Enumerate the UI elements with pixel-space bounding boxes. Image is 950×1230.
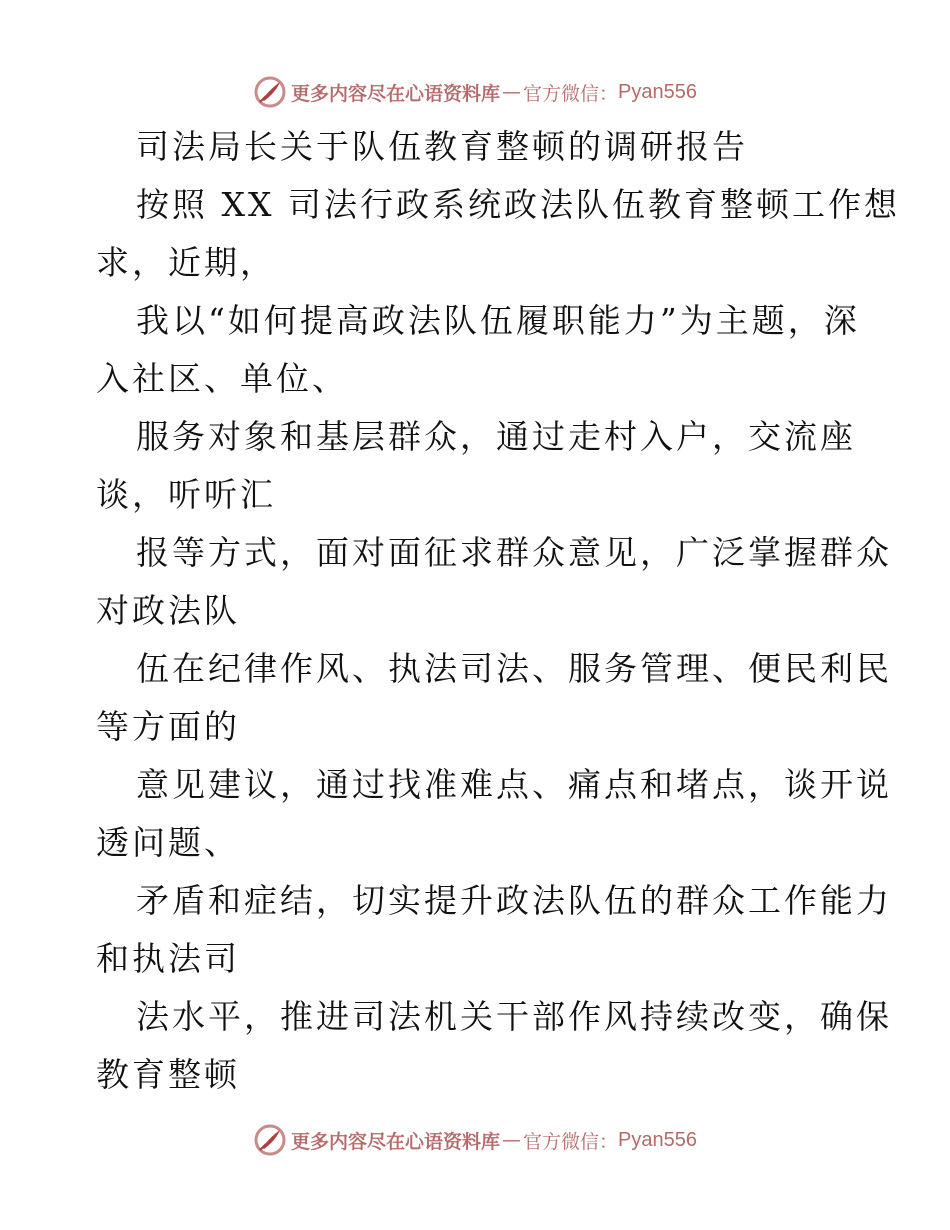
- text-line: 法水平，推进司法机关干部作风持续改变，确保: [136, 997, 892, 1036]
- text-line: 谈，听听汇: [96, 475, 276, 514]
- watermark-separator: —: [502, 1129, 522, 1151]
- text-line: 入社区、单位、: [96, 359, 348, 398]
- feather-logo-icon: [253, 75, 287, 109]
- text-line: 服务对象和基层群众，通过走村入户，交流座: [136, 417, 856, 456]
- feather-logo-icon: [253, 1123, 287, 1157]
- text-line: 等方面的: [96, 707, 240, 746]
- watermark-text: 更多内容尽在心语资料库: [291, 82, 501, 105]
- document-body: [96, 118, 900, 1104]
- text-line: 求，近期，: [96, 243, 276, 282]
- text-line: 和执法司: [96, 939, 240, 978]
- text-line: 我以“如何提高政法队伍履职能力”为主题，深: [136, 301, 860, 340]
- text-line: 教育整顿: [96, 1055, 240, 1094]
- text-line: 伍在纪律作风、执法司法、服务管理、便民利民: [136, 649, 892, 688]
- text-line: 透问题、: [96, 823, 240, 862]
- footer-watermark: [0, 1120, 950, 1160]
- text-line: 按照 XX 司法行政系统政法队伍教育整顿工作想: [136, 185, 900, 224]
- watermark-contact-id: Pyan556: [618, 1128, 697, 1151]
- text-line: 矛盾和症结，切实提升政法队伍的群众工作能力: [136, 881, 892, 920]
- watermark-contact-id: Pyan556: [618, 80, 697, 103]
- text-line: 意见建议，通过找准难点、痛点和堵点，谈开说: [136, 765, 892, 804]
- watermark-contact-label: 官方微信：: [523, 82, 619, 105]
- text-line: 报等方式，面对面征求群众意见，广泛掌握群众: [136, 533, 892, 572]
- watermark-contact-label: 官方微信：: [523, 1130, 619, 1153]
- watermark-text: 更多内容尽在心语资料库: [291, 1130, 501, 1153]
- text-line: 司法局长关于队伍教育整顿的调研报告: [136, 127, 748, 166]
- watermark-separator: —: [502, 81, 522, 103]
- text-line: 对政法队: [96, 591, 240, 630]
- header-watermark: [0, 72, 950, 112]
